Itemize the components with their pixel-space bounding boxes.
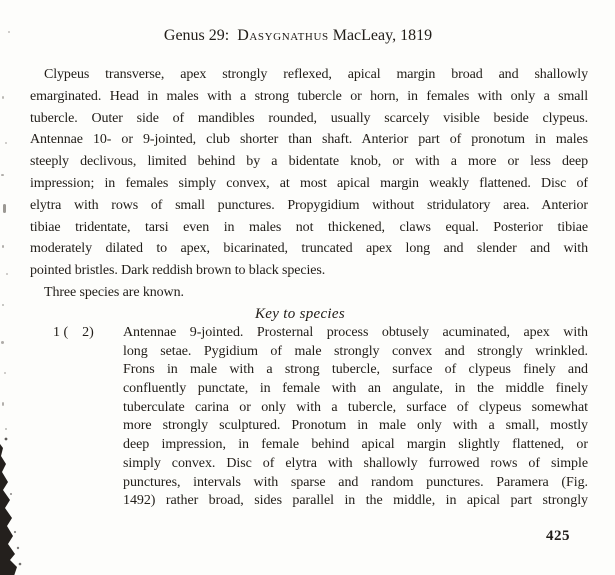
scan-speckle bbox=[2, 304, 4, 306]
scan-speckle bbox=[5, 142, 7, 144]
scan-speckle bbox=[4, 372, 6, 374]
text-line: tuberculate carina or only with a tubercle, surface of clypeus somewhat bbox=[123, 399, 588, 415]
scan-speckle bbox=[8, 31, 10, 33]
text-line: Antennae 9-jointed. Prosternal process obtusely acuminated, apex with bbox=[123, 325, 588, 340]
scan-speckle bbox=[1, 341, 4, 344]
key-heading: Key to species bbox=[254, 306, 345, 322]
scan-speckle bbox=[2, 96, 4, 99]
scan-speckle bbox=[3, 204, 6, 213]
scan-speckle bbox=[2, 245, 4, 248]
text-line: Clypeus transverse, apex strongly reflexed, apical margin broad and shallowly bbox=[44, 67, 588, 82]
text-line: simply convex. Disc of elytra with shallowly furrowed rows of simple bbox=[123, 455, 588, 471]
text-line: Antennae 10- or 9-jointed, club shorter than shaft. Anterior part of pronotum in males bbox=[30, 132, 588, 148]
scan-speckle bbox=[1, 174, 4, 176]
genus-name: Dasygnathus bbox=[237, 27, 329, 44]
genus-heading-prefix: Genus 29: bbox=[163, 27, 238, 44]
text-line: tibiae tridentate, tarsi even in males not thickened, claws equal. Posterior tibiae bbox=[30, 219, 588, 235]
key-couplet-label: 1 ( 2) bbox=[53, 325, 94, 340]
scan-edge-artifact bbox=[0, 436, 26, 575]
text-line: elytra with rows of small punctures. Propygidium without stridulatory area. Anterior bbox=[30, 197, 588, 213]
text-line: long setae. Pygidium of male strongly convex and strongly wrinkled. bbox=[123, 343, 588, 359]
text-line: emarginated. Head in males with a strong tubercle or horn, in females with only a small bbox=[30, 88, 588, 104]
key-couplet-text bbox=[123, 324, 588, 511]
text-line: impression; in females simply convex, at most apical margin weakly flattened. Disc of bbox=[30, 175, 588, 191]
genus-heading-suffix: MacLeay, 1819 bbox=[328, 27, 433, 44]
scan-speckle bbox=[2, 402, 4, 406]
text-line: moderately dilated to apex, bicarinated, truncated apex long and slender and with bbox=[30, 241, 588, 257]
text-line: punctures, intervals with sparse and random punctures. Paramera (Fig. bbox=[123, 474, 588, 490]
page-title bbox=[0, 25, 596, 47]
scan-speckle bbox=[5, 428, 7, 430]
text-line: deep impression, in female behind apical margin slightly flattened, or bbox=[123, 437, 588, 453]
text-line: steeply declivous, limited behind by a bidentate knob, or with a more or less deep bbox=[30, 154, 588, 170]
genus-description bbox=[30, 64, 588, 304]
page-number: 425 bbox=[546, 528, 570, 544]
text-line: pointed bristles. Dark reddish brown to black species. bbox=[30, 263, 326, 279]
text-line: more strongly sculptured. Pronotum in male only with a small, mostly bbox=[123, 418, 588, 434]
text-line: Three species are known. bbox=[44, 284, 184, 300]
scan-speckle bbox=[6, 273, 8, 275]
text-line: Frons in male with a strong tubercle, surface of clypeus finely and bbox=[123, 362, 588, 378]
text-line: 1492) rather broad, sides parallel in the middle, in apical part strongly bbox=[123, 493, 588, 509]
text-line: tubercle. Outer side of mandibles rounded, usually scarcely visible beside clypeus. bbox=[30, 110, 588, 126]
text-line: confluently punctate, in female with an angulate, in the middle finely bbox=[123, 381, 588, 397]
